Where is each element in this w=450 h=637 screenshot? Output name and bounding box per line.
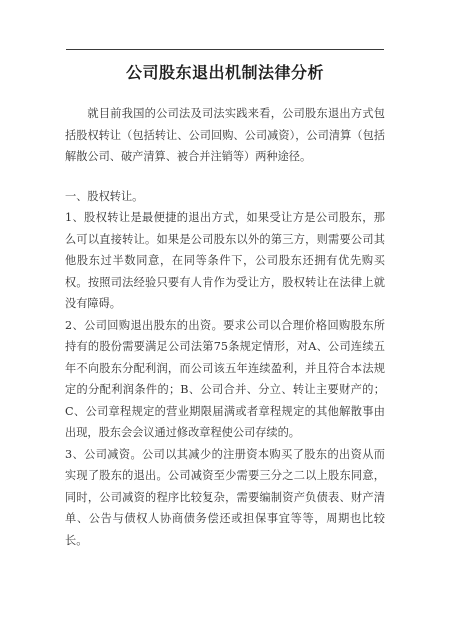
body-paragraph-1: 1、股权转让是最便捷的退出方式，如果受让方是公司股东，那么可以直接转让。如果是公司股东以外的第三方，则需要公司其他股东过半数同意，在同等条件下，公司股东还拥有优先购买权。按照司法经验只要有人肯作为受让方，股权转让在法律上就没有障碍。 bbox=[65, 211, 385, 310]
document-title: 公司股东退出机制法律分析 bbox=[125, 63, 324, 82]
header-divider bbox=[66, 49, 384, 50]
body-paragraph-3: 3、公司减资。公司以其减少的注册资本购买了股东的出资从而实现了股东的退出。公司减资至少需要三分之二以上股东同意，同时，公司减资的程序比较复杂，需要编制资产负债表、财产清单、公告与债权人协商债务偿还或担保事宜等等，周期也比较长。 bbox=[65, 447, 385, 547]
intro-paragraph: 就目前我国的公司法及司法实践来看，公司股东退出方式包括股权转让（包括转让、公司回购、公司减资），公司清算（包括解散公司、破产清算、被合并注销等）两种途径。 bbox=[65, 107, 385, 163]
document-body bbox=[65, 103, 385, 551]
body-paragraph-2: 2、公司回购退出股东的出资。要求公司以合理价格回购股东所持有的股份需要满足公司法第75条规定情形，对A、公司连续五年不向股东分配利润，而公司该五年连续盈利，并且符合本法规定的分配利润条件的；B、公司合并、分立、转让主要财产的；C、公司章程规定的营业期限届满或者章程规定的其他解散事由出现，股东会会议通过修改章程使公司存续的。 bbox=[65, 318, 385, 439]
section-heading: 一、股权转让。 bbox=[65, 189, 144, 203]
